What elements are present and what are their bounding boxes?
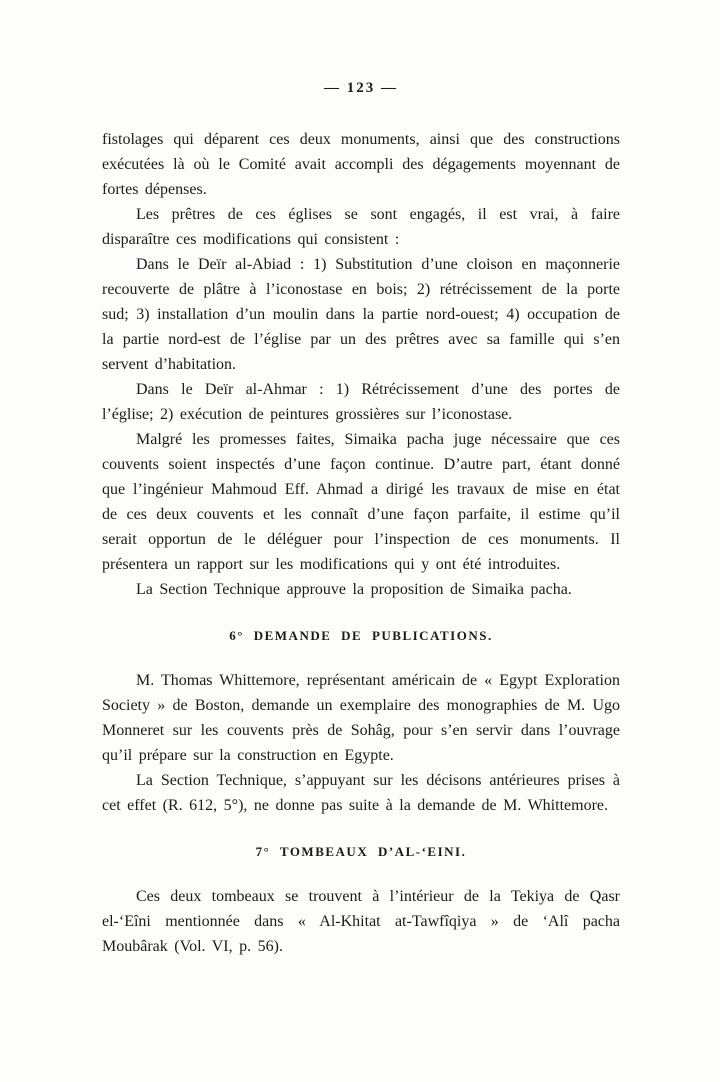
- paragraph: Ces deux tombeaux se trouvent à l’intérieur de la Tekiya de Qasr el-‘Eîni mentionnée dans « Al-Khitat at-Tawfîqiya » de ‘Alî pacha Moubârak (Vol. VI, p. 56).: [102, 888, 620, 955]
- page-number: — 123 —: [324, 80, 398, 96]
- page-body: [102, 127, 620, 959]
- paragraph: Dans le Deïr al-Ahmar : 1) Rétrécissement d’une des portes de l’église; 2) exécution de peintures grossières sur l’iconostase.: [102, 381, 620, 423]
- paragraph: Dans le Deïr al-Abiad : 1) Substitution d’une cloison en maçonnerie recouverte de plâtre à l’iconostase en bois; 2) rétrécissement de la porte sud; 3) installation d’un moulin dans la partie nord-ouest; 4) occupation de la partie nord-est de l’église par un des prêtres avec sa famille qui s’en servent d’habitation.: [102, 256, 620, 373]
- paragraph: La Section Technique, s’appuyant sur les décisons antérieures prises à cet effet (R. 612, 5°), ne donne pas suite à la demande de M. Whittemore.: [102, 772, 620, 814]
- paragraph: Les prêtres de ces églises se sont engagés, il est vrai, à faire disparaître ces modifications qui consistent :: [102, 206, 620, 248]
- section-heading-tombeaux-al-eini: 7° TOMBEAUX D’AL-‘EINI.: [255, 844, 467, 859]
- paragraph: Malgré les promesses faites, Simaika pacha juge nécessaire que ces couvents soient inspectés d’une façon continue. D’autre part, étant donné que l’ingénieur Mahmoud Eff. Ahmad a dirigé les travaux de mise en état de ces deux couvents et les connaît d’une façon parfaite, il estime qu’il serait opportun de le déléguer pour l’inspection de ces monuments. Il présentera un rapport sur les modifications qui y ont été introduites.: [102, 431, 620, 573]
- paragraph: M. Thomas Whittemore, représentant américain de « Egypt Exploration Society » de Boston, demande un exemplaire des monographies de M. Ugo Monneret sur les couvents près de Sohâg, pour s’en servir dans l’ouvrage qu’il prépare sur la construction en Egypte.: [102, 672, 620, 764]
- paragraph: La Section Technique approuve la proposition de Simaika pacha.: [136, 581, 572, 598]
- paragraph: fistolages qui déparent ces deux monuments, ainsi que des constructions exécutées là où le Comité avait accompli des dégagements moyennant de fortes dépenses.: [102, 131, 620, 198]
- section-heading-demande-de-publications: 6° DEMANDE DE PUBLICATIONS.: [229, 628, 493, 643]
